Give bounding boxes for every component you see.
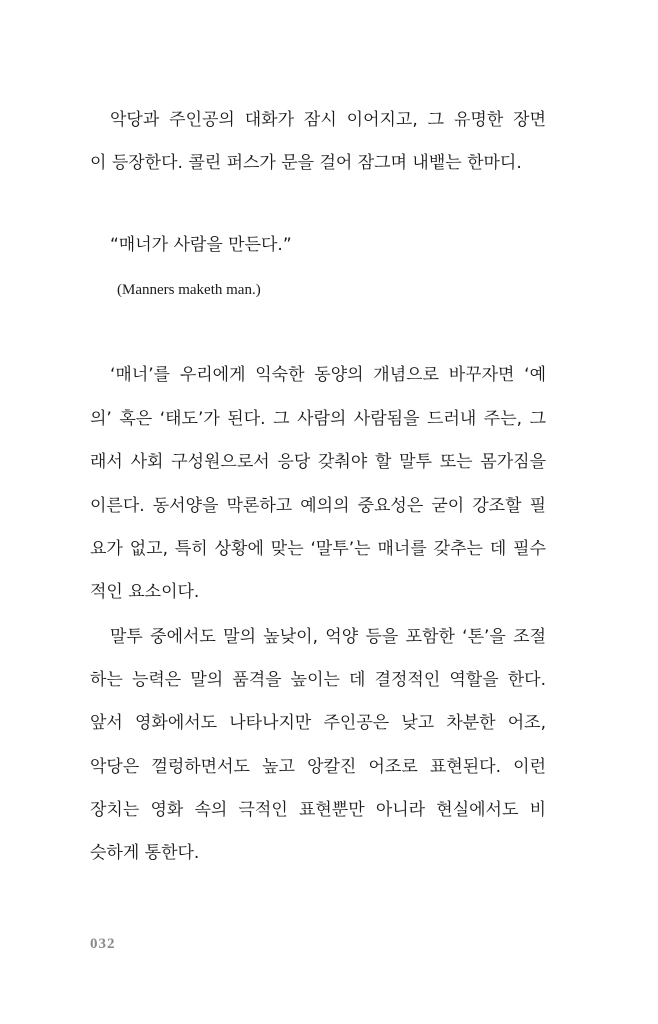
text-line: 하는 능력은 말의 품격을 높이는 데 결정적인 역할을 한다.	[90, 670, 546, 690]
text-line: 장치는 영화 속의 극적인 표현뿐만 아니라 현실에서도 비	[90, 800, 546, 820]
text-line: 슷하게 통한다.	[90, 843, 200, 863]
text-line: 의’ 혹은 ‘태도’가 된다. 그 사람의 사람됨을 드러내 주는, 그	[90, 409, 546, 429]
text-line: 악당은 껄렁하면서도 높고 앙칼진 어조로 표현된다. 이런	[90, 757, 546, 777]
text-line: 말투 중에서도 말의 높낮이, 억양 등을 포함한 ‘톤’을 조절	[110, 627, 546, 647]
quote-english: (Manners maketh man.)	[117, 282, 261, 298]
text-line: 래서 사회 구성원으로서 응당 갖춰야 할 말투 또는 몸가짐을	[90, 452, 546, 472]
text-line: 앞서 영화에서도 나타나지만 주인공은 낮고 차분한 어조,	[90, 713, 546, 733]
text-line: 이 등장한다. 콜린 퍼스가 문을 걸어 잠그며 내뱉는 한마디.	[90, 153, 522, 173]
text-line: 요가 없고, 특히 상황에 맞는 ‘말투’는 매너를 갖추는 데 필수	[90, 539, 546, 559]
text-line: 적인 요소이다.	[90, 582, 200, 602]
page-number: 032	[90, 936, 116, 952]
quote: “매너가 사람을 만든다.”	[110, 235, 292, 255]
text-line: ‘매너’를 우리에게 익숙한 동양의 개념으로 바꾸자면 ‘예	[110, 365, 546, 385]
text-line: 이른다. 동서양을 막론하고 예의의 중요성은 굳이 강조할 필	[90, 496, 546, 516]
text-line: 악당과 주인공의 대화가 잠시 이어지고, 그 유명한 장면	[110, 110, 546, 130]
